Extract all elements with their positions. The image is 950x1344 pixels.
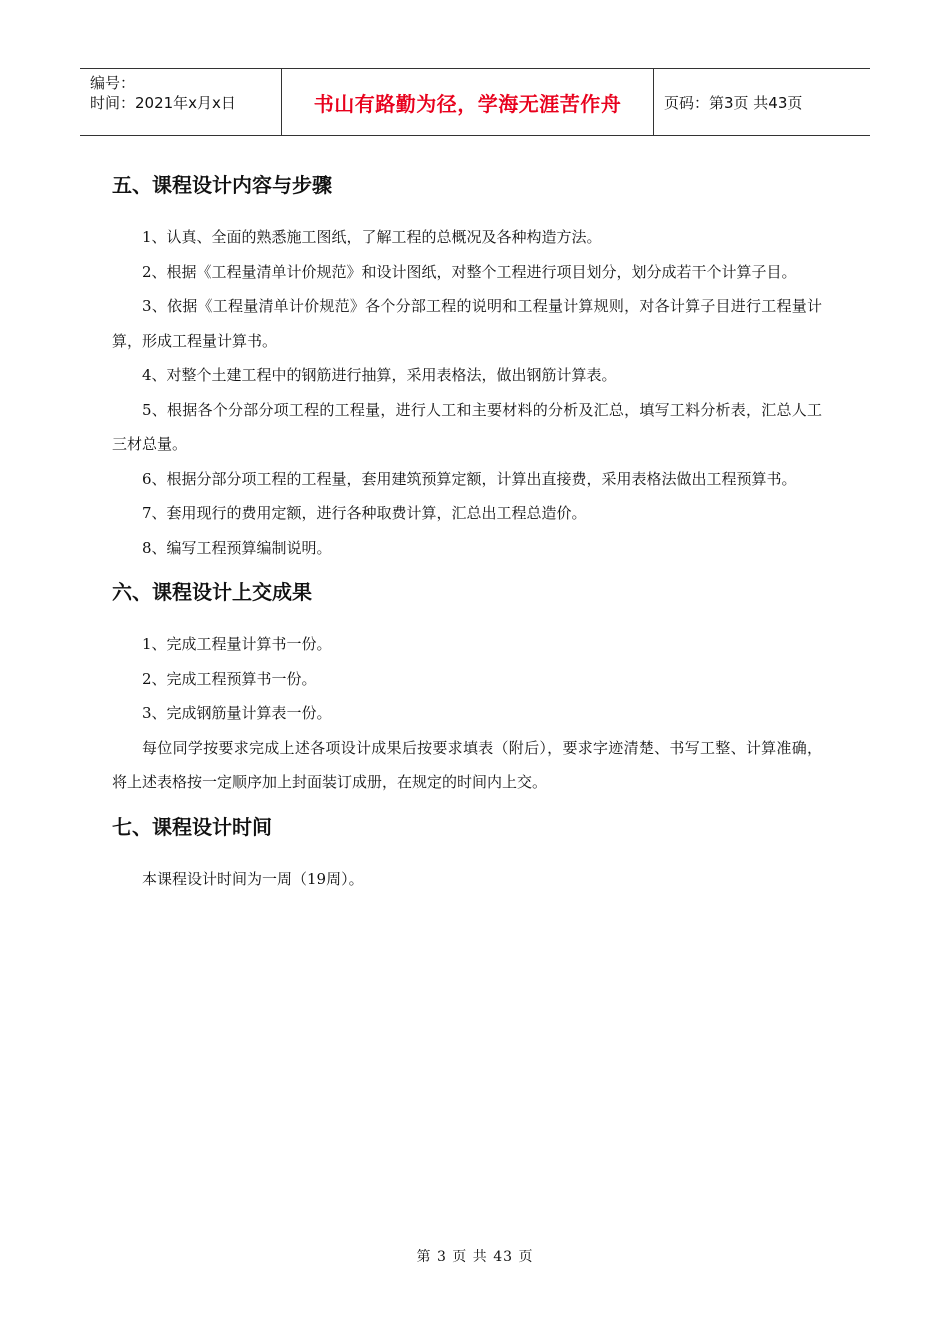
paragraph: 4、对整个土建工程中的钢筋进行抽算，采用表格法，做出钢筋计算表。 bbox=[142, 366, 617, 384]
page-header bbox=[80, 68, 870, 136]
paragraph: 本课程设计时间为一周（19周）。 bbox=[142, 869, 364, 888]
paragraph: 8、编写工程预算编制说明。 bbox=[142, 538, 332, 557]
header-page-info: 页码：第3页 共43页 bbox=[664, 93, 803, 112]
paragraph: 每位同学按要求完成上述各项设计成果后按要求填表（附后），要求字迹清楚、书写工整、计算准确，将上述表格按一定顺序加上封面装订成册，在规定的时间内上交。 bbox=[112, 738, 822, 791]
page-footer bbox=[0, 1246, 950, 1266]
header-motto: 书山有路勤为径，学海无涯苦作舟 bbox=[282, 69, 654, 135]
paragraph: 3、依据《工程量清单计价规范》各个分部工程的说明和工程量计算规则，对各计算子目进行工程量计算，形成工程量计算书。 bbox=[112, 297, 822, 350]
paragraph: 7、套用现行的费用定额，进行各种取费计算，汇总出工程总造价。 bbox=[142, 504, 587, 522]
section-heading-5: 五、课程设计内容与步骤 bbox=[112, 173, 332, 197]
page-number-footer: 第 3 页 共 43 页 bbox=[416, 1249, 534, 1265]
document-body bbox=[112, 168, 822, 896]
header-meta-cell bbox=[80, 69, 282, 135]
section-heading-6: 六、课程设计上交成果 bbox=[112, 580, 312, 604]
paragraph: 5、根据各个分部分项工程的工程量，进行人工和主要材料的分析及汇总，填写工料分析表，汇总人工三材总量。 bbox=[112, 400, 822, 453]
paragraph: 1、认真、全面的熟悉施工图纸，了解工程的总概况及各种构造方法。 bbox=[142, 228, 602, 246]
section-heading-7: 七、课程设计时间 bbox=[112, 814, 272, 839]
paragraph: 6、根据分部分项工程的工程量，套用建筑预算定额，计算出直接费，采用表格法做出工程预算书。 bbox=[142, 469, 797, 488]
paragraph: 2、完成工程预算书一份。 bbox=[142, 669, 317, 688]
paragraph: 3、完成钢筋量计算表一份。 bbox=[142, 704, 332, 722]
paragraph: 1、完成工程量计算书一份。 bbox=[142, 635, 332, 653]
number-label: 编号： bbox=[90, 74, 136, 92]
time-label: 时间：2021年x月x日 bbox=[90, 94, 236, 112]
paragraph: 2、根据《工程量清单计价规范》和设计图纸，对整个工程进行项目划分，划分成若干个计算子目。 bbox=[142, 262, 797, 281]
